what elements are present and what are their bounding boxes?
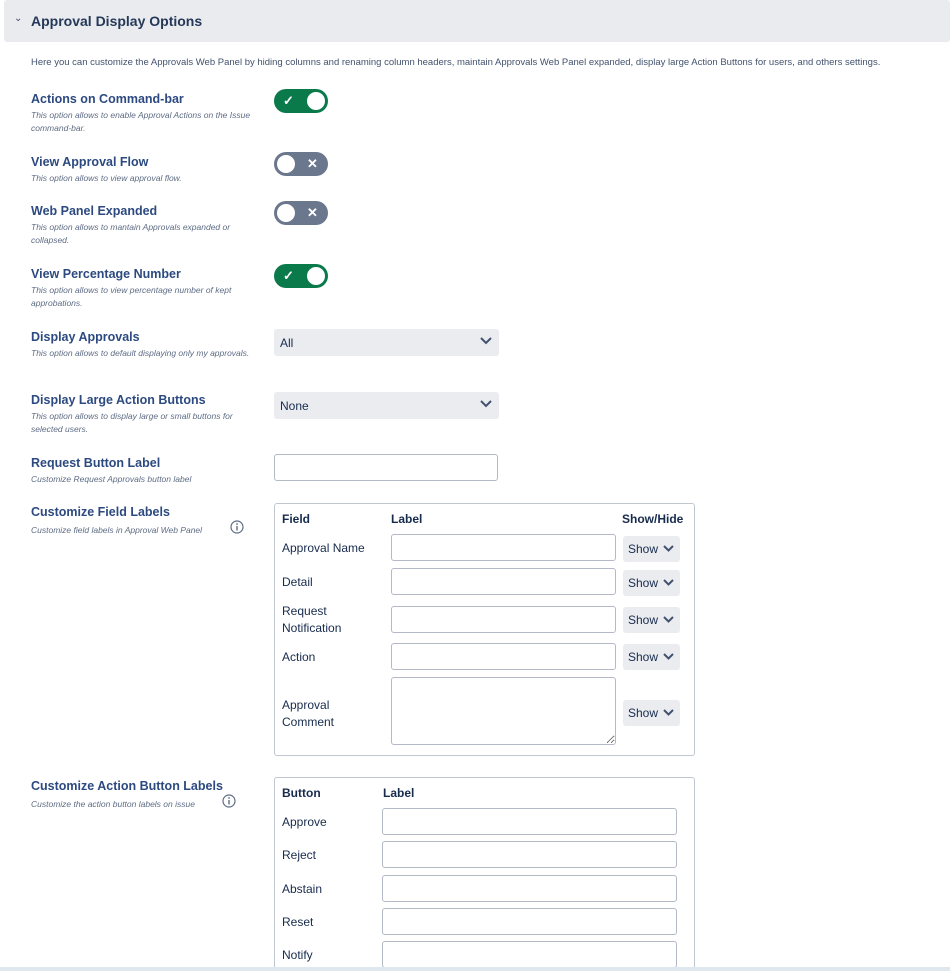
visibility-select-approval-name[interactable]: [623, 536, 680, 562]
display-large-buttons-value: None: [280, 399, 309, 413]
field-label-input-request-notification[interactable]: [391, 606, 616, 633]
option-desc-request-button-label: Customize Request Approvals button label: [31, 474, 192, 484]
display-approvals-value: All: [280, 336, 294, 350]
button-name-approve: Approve: [282, 815, 327, 829]
button-label-input-approve[interactable]: [382, 808, 677, 835]
button-label-input-reset[interactable]: [382, 908, 677, 935]
action-button-labels-panel: [274, 777, 695, 971]
display-approvals-select[interactable]: [274, 329, 499, 356]
field-name-action: Action: [282, 650, 316, 664]
option-title-view-percentage: View Percentage Number: [31, 267, 181, 281]
button-name-reset: Reset: [282, 915, 314, 929]
section-title: Approval Display Options: [31, 13, 203, 29]
visibility-value: Show: [628, 576, 659, 590]
button-name-abstain: Abstain: [282, 882, 323, 896]
option-desc-action-button-labels: Customize the action button labels on issue: [31, 799, 195, 809]
visibility-select-action[interactable]: [623, 644, 680, 670]
request-button-label-input[interactable]: [274, 454, 498, 481]
option-desc-display-large-buttons: This option allows to display large or small buttons for selected users.: [31, 411, 233, 434]
option-desc-field-labels: Customize field labels in Approval Web Panel: [31, 525, 203, 535]
button-name-notify: Notify: [282, 948, 313, 962]
option-desc-actions-command-bar: This option allows to enable Approval Actions on the Issue command-bar.: [31, 110, 251, 133]
chevron-down-icon: [662, 576, 675, 589]
toggle-knob: [307, 267, 325, 285]
header-button: Button: [282, 786, 321, 800]
visibility-value: Show: [628, 650, 659, 664]
option-title-actions-command-bar: Actions on Command-bar: [31, 92, 184, 106]
button-label-input-abstain[interactable]: [382, 875, 677, 902]
button-name-reject: Reject: [282, 848, 317, 862]
close-icon: ✕: [307, 156, 318, 171]
option-desc-view-approval-flow: This option allows to view approval flow.: [31, 173, 182, 183]
field-labels-panel: [274, 503, 695, 756]
option-title-display-large-buttons: Display Large Action Buttons: [31, 393, 206, 407]
visibility-value: Show: [628, 542, 659, 556]
field-name-detail: Detail: [282, 575, 313, 589]
header-label: Label: [391, 512, 423, 526]
button-label-input-reject[interactable]: [382, 841, 677, 868]
toggle-knob: [307, 92, 325, 110]
visibility-select-approval-comment[interactable]: [623, 700, 680, 726]
field-label-input-approval-name[interactable]: [391, 534, 616, 561]
intro-text: Here you can customize the Approvals Web Panel by hiding columns and renaming column headers, maintain Approvals Web Panel expanded, display large Action Buttons for users, and others settings.: [31, 57, 881, 68]
option-desc-display-approvals: This option allows to default displaying only my approvals.: [31, 348, 250, 358]
chevron-down-icon: [662, 650, 675, 663]
visibility-select-request-notification[interactable]: [623, 607, 680, 633]
toggle-view-approval-flow[interactable]: [274, 152, 328, 176]
check-icon: ✓: [283, 93, 294, 108]
visibility-value: Show: [628, 613, 659, 627]
toggle-knob: [277, 204, 295, 222]
option-title-action-button-labels: Customize Action Button Labels: [31, 779, 223, 793]
info-icon[interactable]: [230, 520, 244, 534]
option-title-field-labels: Customize Field Labels: [31, 505, 170, 519]
option-title-display-approvals: Display Approvals: [31, 330, 140, 344]
chevron-down-icon: [479, 334, 493, 348]
chevron-down-icon: [479, 397, 493, 411]
toggle-web-panel-expanded[interactable]: [274, 201, 328, 225]
chevron-down-icon: [662, 706, 675, 719]
display-large-buttons-select[interactable]: [274, 392, 499, 419]
visibility-value: Show: [628, 706, 659, 720]
visibility-select-detail[interactable]: [623, 570, 680, 596]
option-desc-web-panel-expanded: This option allows to mantain Approvals expanded or collapsed.: [31, 222, 231, 245]
page-bottom-divider: [0, 967, 950, 971]
header-label: Label: [383, 786, 415, 800]
check-icon: ✓: [283, 268, 294, 283]
chevron-down-icon: [662, 613, 675, 626]
field-label-input-detail[interactable]: [391, 568, 616, 595]
chevron-down-icon: [662, 542, 675, 555]
toggle-actions-command-bar[interactable]: [274, 89, 328, 113]
option-title-request-button-label: Request Button Label: [31, 456, 161, 470]
field-name-approval-comment: Approval Comment: [282, 698, 335, 729]
option-title-web-panel-expanded: Web Panel Expanded: [31, 204, 158, 218]
field-label-input-action[interactable]: [391, 643, 616, 670]
chevron-down-icon[interactable]: ⌄: [14, 13, 23, 24]
toggle-knob: [277, 155, 295, 173]
option-desc-view-percentage: This option allows to view percentage number of kept approbations.: [31, 285, 232, 308]
header-show-hide: Show/Hide: [622, 512, 684, 526]
field-name-approval-name: Approval Name: [282, 541, 365, 555]
option-title-view-approval-flow: View Approval Flow: [31, 155, 149, 169]
info-icon[interactable]: [222, 794, 236, 808]
close-icon: ✕: [307, 205, 318, 220]
header-field: Field: [282, 512, 311, 526]
toggle-view-percentage[interactable]: [274, 264, 328, 288]
section-header[interactable]: [4, 0, 950, 42]
field-name-request-notification: Request Notification: [282, 604, 342, 635]
button-label-input-notify[interactable]: [382, 941, 677, 968]
field-label-textarea-approval-comment[interactable]: [391, 677, 616, 745]
